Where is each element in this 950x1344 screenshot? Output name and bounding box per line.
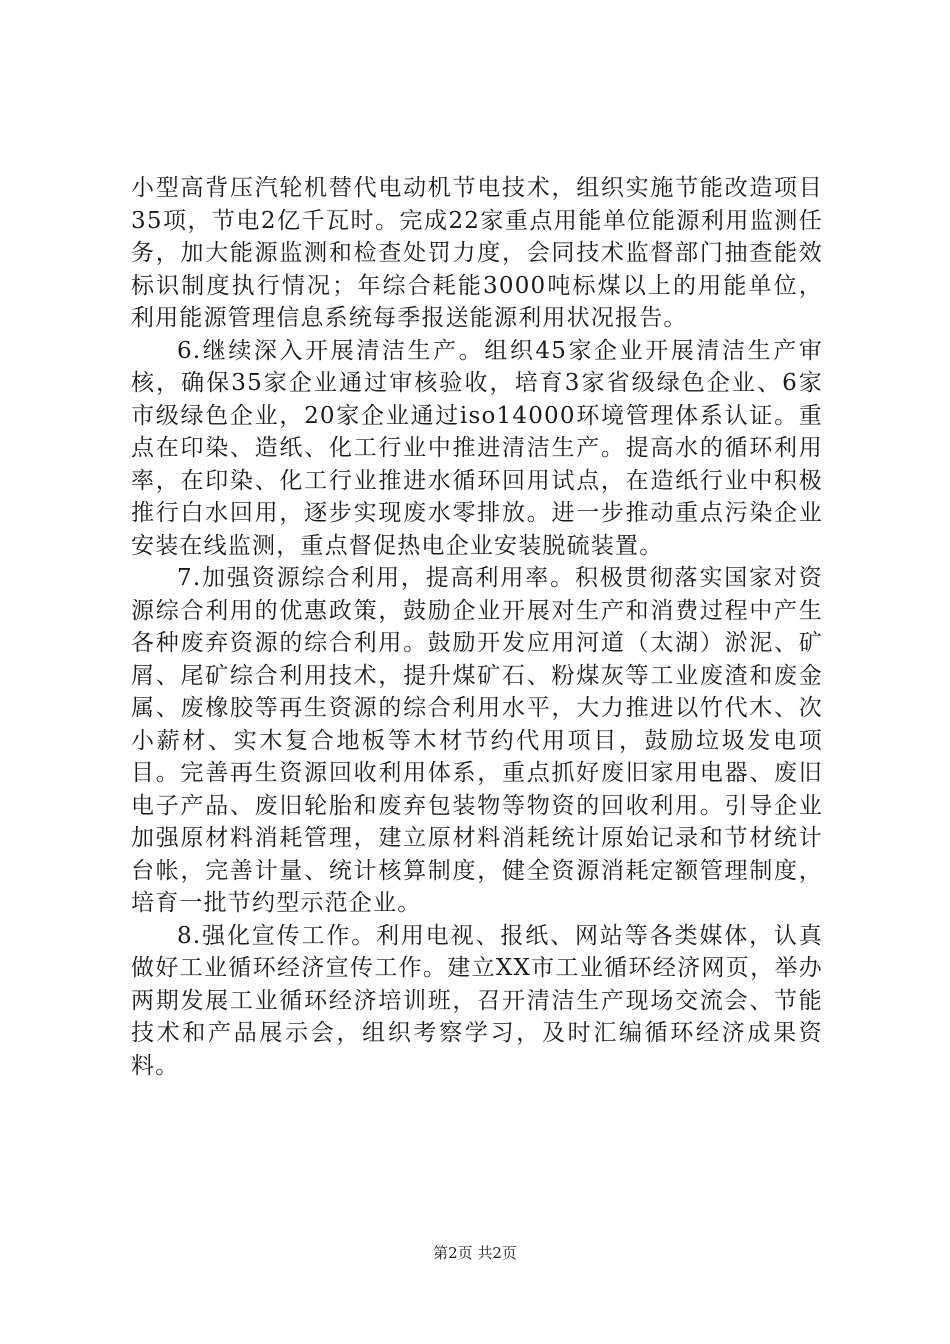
page-footer: 第2页 共2页 (433, 1244, 517, 1262)
paragraph-item-8: 8.强化宣传工作。利用电视、报纸、网站等各类媒体，认真做好工业循环经济宣传工作。建立XX市工业循环经济网页，举办两期发展工业循环经济培训班，召开清洁生产现场交流会、节能技术和产品展示会，组织考察学习，及时汇编循环经济成果资料。 (131, 922, 823, 1079)
paragraph-item-7: 7.加强资源综合利用，提高利用率。积极贯彻落实国家对资源综合利用的优惠政策，鼓励企业开展对生产和消费过程中产生各种废弃资源的综合利用。鼓励开发应用河道（太湖）淤泥、矿屑、尾矿综合利用技术，提升煤矿石、粉煤灰等工业废渣和废金属、废橡胶等再生资源的综合利用水平，大力推进以竹代木、次小薪材、实木复合地板等木材节约代用项目，鼓励垃圾发电项目。完善再生资源回收利用体系，重点抓好废旧家用电器、废旧电子产品、废旧轮胎和废弃包装物等物资的回收利用。引导企业加强原材料消耗管理，建立原材料消耗统计原始记录和节材统计台帐，完善计量、统计核算制度，健全资源消耗定额管理制度，培育一批节约型示范企业。 (131, 565, 823, 916)
paragraph-item-6: 6.继续深入开展清洁生产。组织45家企业开展清洁生产审核，确保35家企业通过审核验收，培育3家省级绿色企业、6家市级绿色企业，20家企业通过iso14000环境管理体系认证。重点在印染、造纸、化工行业中推进清洁生产。提高水的循环利用率，在印染、化工行业推进水循环回用试点，在造纸行业中积极推行白水回用，逐步实现废水零排放。进一步推动重点污染企业安装在线监测，重点督促热电企业安装脱硫装置。 (131, 337, 823, 559)
document-body (131, 172, 823, 1082)
paragraph-continuation: 小型高背压汽轮机替代电动机节电技术，组织实施节能改造项目35项，节电2亿千瓦时。完成22家重点用能单位能源利用监测任务，加大能源监测和检查处罚力度，会同技术监督部门抽查能效标识制度执行情况；年综合耗能3000吨标煤以上的用能单位，利用能源管理信息系统每季报送能源利用状况报告。 (131, 175, 823, 331)
